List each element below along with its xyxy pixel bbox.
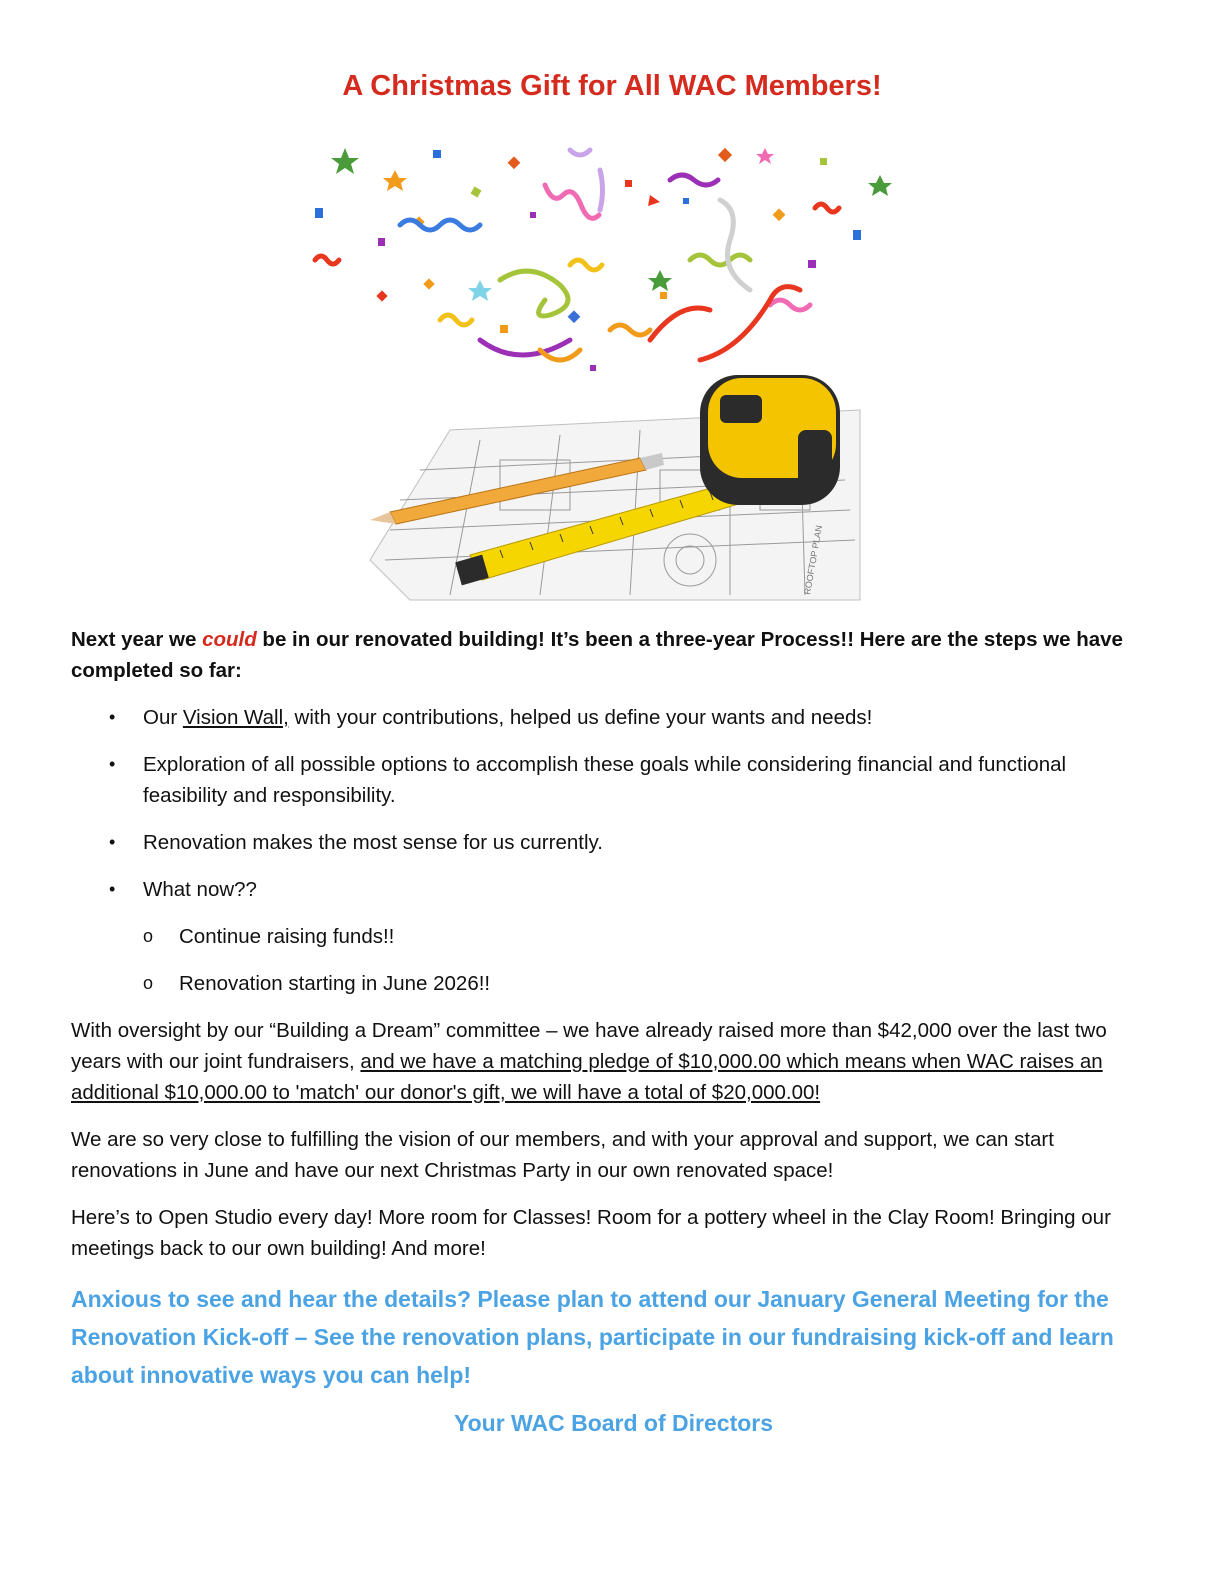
sub-bullet-glyph: o <box>143 926 154 946</box>
bullet-glyph: • <box>109 879 116 899</box>
list-item <box>71 827 1156 858</box>
matching-pledge-text: and we have a matching pledge of $10,000.00 which means when WAC raises an additional $10,000.00 to 'match' our donor's gift, we will have a total of $20,000.00! <box>71 1050 1103 1104</box>
bullet-text: What now?? <box>143 878 257 901</box>
intro-text-2: be in our renovated building! It’s been a three-year Process!! Here are the steps we have completed so far: <box>71 628 1123 682</box>
steps-list <box>71 702 1156 999</box>
sub-steps-list <box>143 921 1156 999</box>
sub-bullet-text: Renovation starting in June 2026!! <box>179 972 491 995</box>
vision-wall-link[interactable]: Vision Wall, <box>182 706 289 729</box>
list-item <box>143 968 1156 999</box>
fundraising-text: With oversight by our “Building a Dream” committee – we have already raised more than $42,000 over the last two years with our joint fundraisers, <box>71 1019 1107 1073</box>
list-item <box>143 921 1156 952</box>
svg-text:ROOFTOP PLAN: ROOFTOP PLAN <box>802 524 825 596</box>
sub-bullet-text: Continue raising funds!! <box>179 925 395 948</box>
confetti-illustration <box>315 148 892 371</box>
intro-text-1: Next year we <box>71 628 203 651</box>
bullet-glyph: • <box>109 707 116 727</box>
fundraising-paragraph <box>71 1015 1156 1108</box>
bullet-glyph: • <box>109 754 116 774</box>
sub-bullet-glyph: o <box>143 973 154 993</box>
list-item <box>71 749 1156 811</box>
confetti-tape-measure-icon <box>300 140 900 605</box>
meeting-call-to-action: Anxious to see and hear the details? Please plan to attend our January General Meeting for the Renovation Kick-off – See the renovation plans, participate in our fundraising kick-off and learn about innovative ways you can help! <box>71 1286 1114 1388</box>
intro-paragraph <box>71 624 1156 686</box>
letter-body <box>71 624 1156 1439</box>
bullet-text: with your contributions, helped us define your wants and needs! <box>288 706 873 729</box>
tape-measure-case <box>700 375 840 505</box>
benefits-paragraph: Here’s to Open Studio every day! More room for Classes! Room for a pottery wheel in the Clay Room! Bringing our meetings back to our own building! And more! <box>71 1206 1111 1260</box>
bullet-text: Exploration of all possible options to accomplish these goals while considering financial and functional feasibility and responsibility. <box>143 753 1067 807</box>
intro-emphasis: could <box>202 628 257 651</box>
signoff: Your WAC Board of Directors <box>453 1410 774 1436</box>
list-item <box>71 702 1156 733</box>
bullet-text: Renovation makes the most sense for us currently. <box>143 831 603 854</box>
bullet-glyph: • <box>109 832 116 852</box>
vision-paragraph: We are so very close to fulfilling the vision of our members, and with your approval and support, we can start renovations in June and have our next Christmas Party in our own renovated space! <box>71 1128 1054 1182</box>
page-title: A Christmas Gift for All WAC Members! <box>342 70 882 102</box>
list-item <box>71 874 1156 999</box>
bullet-text: Our <box>143 706 183 729</box>
